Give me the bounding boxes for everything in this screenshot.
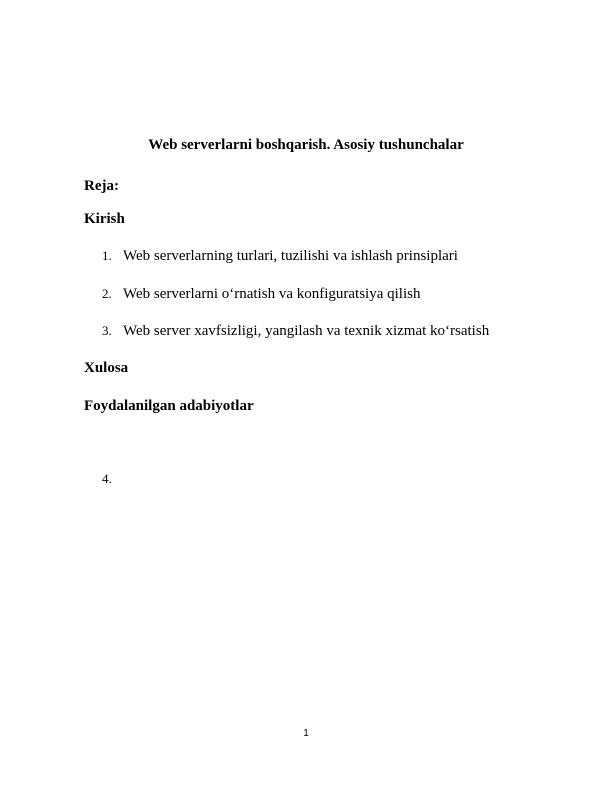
page-number: 1 xyxy=(303,728,309,739)
list-item-text: Web server xavfsizligi, yangilash va texnik xizmat ko‘rsatish xyxy=(123,323,490,339)
list-item-number: 3. xyxy=(102,323,112,338)
plan-list-item xyxy=(102,247,458,265)
conclusion-heading: Xulosa xyxy=(84,360,129,376)
plan-list-item xyxy=(102,285,420,303)
list-item-number: 1. xyxy=(102,248,112,263)
plan-heading: Reja: xyxy=(84,178,119,194)
plan-list-item xyxy=(102,322,489,340)
list-item-number: 2. xyxy=(102,286,112,301)
list-item-text: Web serverlarning turlari, tuzilishi va ishlash prinsiplari xyxy=(123,248,458,264)
references-heading: Foydalanilgan adabiyotlar xyxy=(84,398,254,414)
intro-heading: Kirish xyxy=(84,211,125,227)
list-item-number: 4. xyxy=(102,471,112,486)
document-title: Web serverlarni boshqarish. Asosiy tushunchalar xyxy=(148,137,464,153)
list-item-text: Web serverlarni o‘rnatish va konfiguratsiya qilish xyxy=(123,286,421,302)
empty-list-item xyxy=(102,470,123,488)
